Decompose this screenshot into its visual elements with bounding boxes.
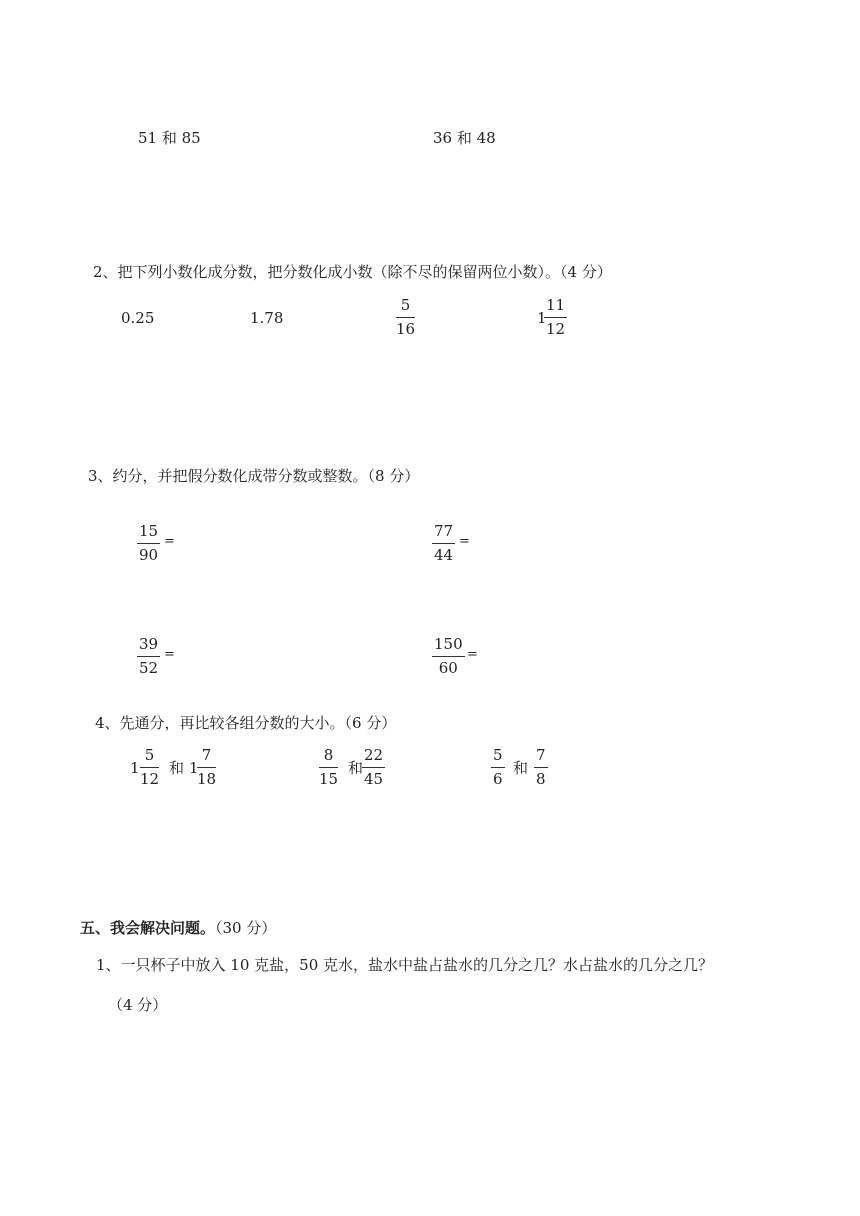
equals-sign: = bbox=[164, 647, 175, 662]
denominator: 6 bbox=[493, 770, 503, 788]
denominator: 60 bbox=[438, 659, 458, 677]
q4-instruction: 4、先通分，再比较各组分数的大小。（6 分） bbox=[95, 714, 397, 732]
q2-fraction-c bbox=[396, 298, 415, 337]
denominator: 45 bbox=[364, 770, 384, 788]
numerator: 7 bbox=[197, 748, 216, 768]
q3-fraction-4 bbox=[432, 637, 465, 676]
numerator: 22 bbox=[362, 748, 385, 768]
q2-mixed-fraction bbox=[544, 298, 567, 337]
numerator: 15 bbox=[137, 524, 160, 544]
q2-decimal-a: 0.25 bbox=[121, 309, 155, 327]
and-word: 和 bbox=[513, 759, 529, 777]
numerator: 150 bbox=[432, 637, 465, 657]
pair-36-48: 36 和 48 bbox=[433, 129, 496, 147]
denominator: 52 bbox=[139, 659, 159, 677]
denominator: 12 bbox=[546, 320, 566, 338]
numerator: 5 bbox=[491, 748, 505, 768]
q3-fraction-2 bbox=[432, 524, 455, 563]
equals-sign: = bbox=[467, 647, 478, 662]
q3-instruction: 3、约分，并把假分数化成带分数或整数。（8 分） bbox=[88, 467, 420, 485]
numerator: 77 bbox=[432, 524, 455, 544]
q4-g3a-fraction bbox=[491, 748, 505, 787]
pair-51-85: 51 和 85 bbox=[138, 129, 201, 147]
q3-fraction-1 bbox=[137, 524, 160, 563]
numerator: 5 bbox=[140, 748, 159, 768]
numerator: 5 bbox=[396, 298, 415, 318]
numerator: 8 bbox=[319, 748, 338, 768]
q2-decimal-b: 1.78 bbox=[250, 309, 284, 327]
numerator: 7 bbox=[534, 748, 548, 768]
equals-sign: = bbox=[459, 534, 470, 549]
equals-sign: = bbox=[164, 534, 175, 549]
problem-1-line-2: （4 分） bbox=[108, 996, 168, 1014]
denominator: 15 bbox=[319, 770, 339, 788]
q4-g1b-whole: 1 bbox=[189, 759, 199, 777]
q2-instruction: 2、把下列小数化成分数，把分数化成小数（除不尽的保留两位小数）。（4 分） bbox=[93, 263, 612, 281]
numerator: 11 bbox=[544, 298, 567, 318]
section-5-heading-line bbox=[80, 921, 276, 936]
q4-g1a-fraction bbox=[140, 748, 159, 787]
q2-mixed-whole: 1 bbox=[537, 309, 547, 327]
problem-1-line-1: 1、一只杯子中放入 10 克盐，50 克水，盐水中盐占盐水的几分之几？水占盐水的几分之几？ bbox=[96, 956, 714, 974]
denominator: 8 bbox=[536, 770, 546, 788]
section-5-points: （30 分） bbox=[215, 919, 277, 937]
q4-g2b-fraction bbox=[362, 748, 385, 787]
and-word: 和 bbox=[169, 759, 185, 777]
denominator: 12 bbox=[140, 770, 160, 788]
q3-fraction-3 bbox=[137, 637, 160, 676]
q4-g3b-fraction bbox=[534, 748, 548, 787]
and-word: 和 bbox=[348, 759, 364, 777]
section-5-heading: 五、我会解决问题。 bbox=[80, 919, 216, 937]
q4-g1a-whole: 1 bbox=[130, 759, 140, 777]
q4-g1b-fraction bbox=[197, 748, 216, 787]
denominator: 18 bbox=[197, 770, 217, 788]
denominator: 90 bbox=[139, 546, 159, 564]
denominator: 44 bbox=[434, 546, 454, 564]
q4-g2a-fraction bbox=[319, 748, 338, 787]
numerator: 39 bbox=[137, 637, 160, 657]
denominator: 16 bbox=[396, 320, 416, 338]
